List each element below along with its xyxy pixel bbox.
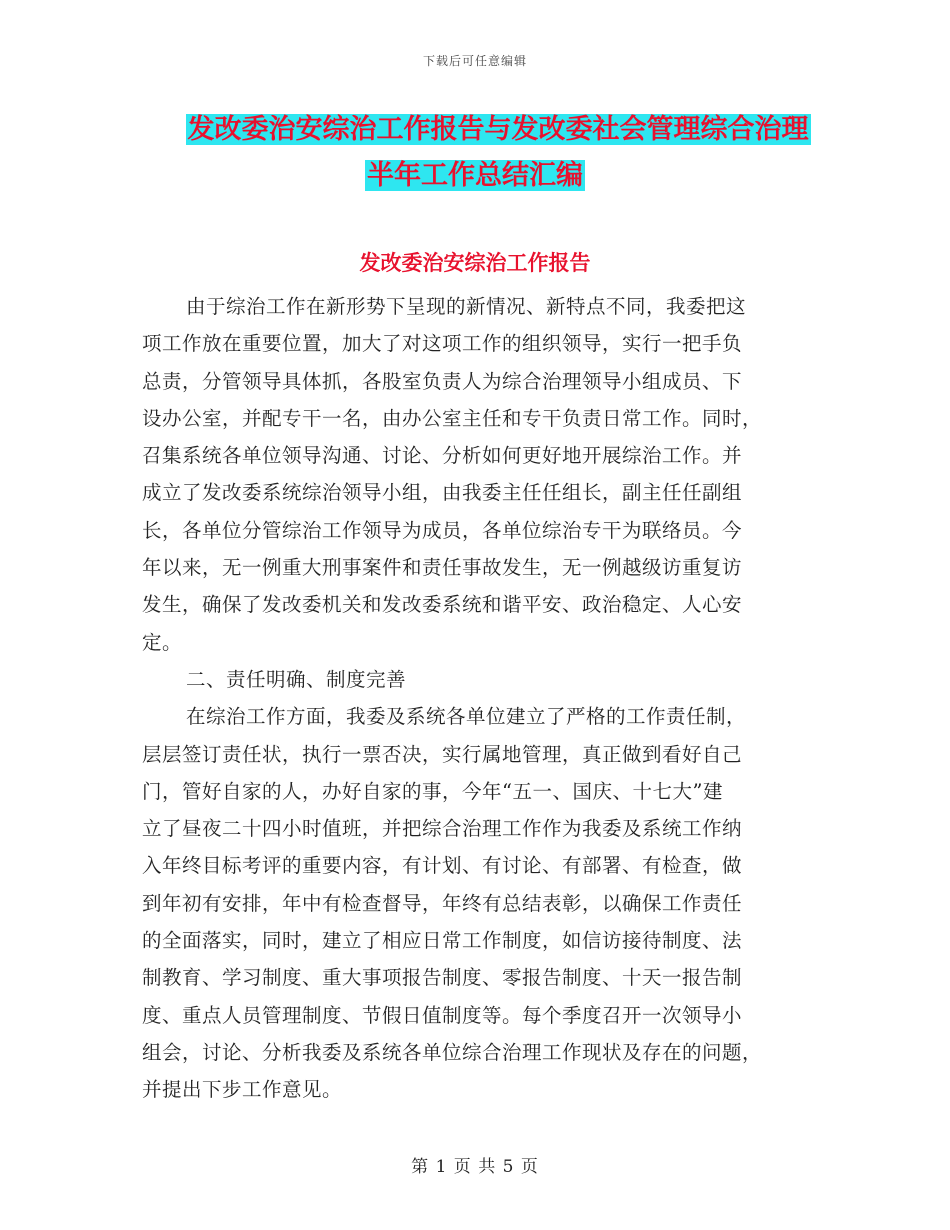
section-title: 发改委治安综治工作报告 (359, 250, 591, 275)
main-title-line-1 (0, 111, 950, 149)
body-line: 设办公室，并配专干一名，由办公室主任和专干负责日常工作。同时， (142, 406, 763, 430)
body-line: 项工作放在重要位置，加大了对这项工作的组织领导，实行一把手负 (142, 332, 743, 356)
body-line: 度、重点人员管理制度、节假日值制度等。每个季度召开一次领导小 (142, 1003, 743, 1027)
body-line: 到年初有安排，年中有检查督导，年终有总结表彰，以确保工作责任 (142, 891, 743, 915)
body-line: 层层签订责任状，执行一票否决，实行属地管理，真正做到看好自己 (142, 742, 743, 766)
main-title-line-2 (0, 157, 950, 195)
body-line: 入年终目标考评的重要内容，有计划、有讨论、有部署、有检查，做 (142, 854, 743, 878)
body-line: 的全面落实，同时，建立了相应日常工作制度，如信访接待制度、法 (142, 929, 743, 953)
body-line: 由于综治工作在新形势下呈现的新情况、新特点不同，我委把这 (186, 295, 747, 318)
body-line: 总责，分管领导具体抓，各股室负责人为综合治理领导小组成员、下 (142, 369, 743, 393)
body-line: 组会，讨论、分析我委及系统各单位综合治理工作现状及存在的问题， (142, 1040, 763, 1064)
body-line: 发生，确保了发改委机关和发改委系统和谐平安、政治稳定、人心安 (142, 593, 743, 617)
body-line: 年以来，无一例重大刑事案件和责任事故发生，无一例越级访重复访 (142, 556, 743, 580)
body-line: 成立了发改委系统综治领导小组，由我委主任任组长，副主任任副组 (142, 481, 743, 505)
main-title-text-2: 半年工作总结汇编 (367, 160, 583, 191)
body-line: 定。 (142, 630, 183, 654)
body-line: 并提出下步工作意见。 (142, 1078, 343, 1102)
body-line: 门，管好自家的人，办好自家的事，今年“五一、国庆、十七大”建 (142, 779, 723, 803)
page-footer: 第 1 页 共 5 页 (411, 1157, 539, 1177)
subheading: 二、责任明确、制度完善 (186, 667, 407, 691)
body-line: 在综治工作方面，我委及系统各单位建立了严格的工作责任制， (186, 705, 747, 729)
body-line: 召集系统各单位领导沟通、讨论、分析如何更好地开展综治工作。并 (142, 444, 743, 468)
body-line: 立了昼夜二十四小时值班，并把综合治理工作作为我委及系统工作纳 (142, 817, 743, 841)
body-text (142, 288, 806, 1109)
header-note: 下载后可任意编辑 (422, 54, 527, 68)
body-line: 长，各单位分管综治工作领导为成员，各单位综治专干为联络员。今 (142, 518, 743, 542)
main-title-text-1: 发改委治安综治工作报告与发改委社会管理综合治理 (187, 114, 809, 145)
body-line: 制教育、学习制度、重大事项报告制度、零报告制度、十天一报告制 (142, 966, 743, 990)
